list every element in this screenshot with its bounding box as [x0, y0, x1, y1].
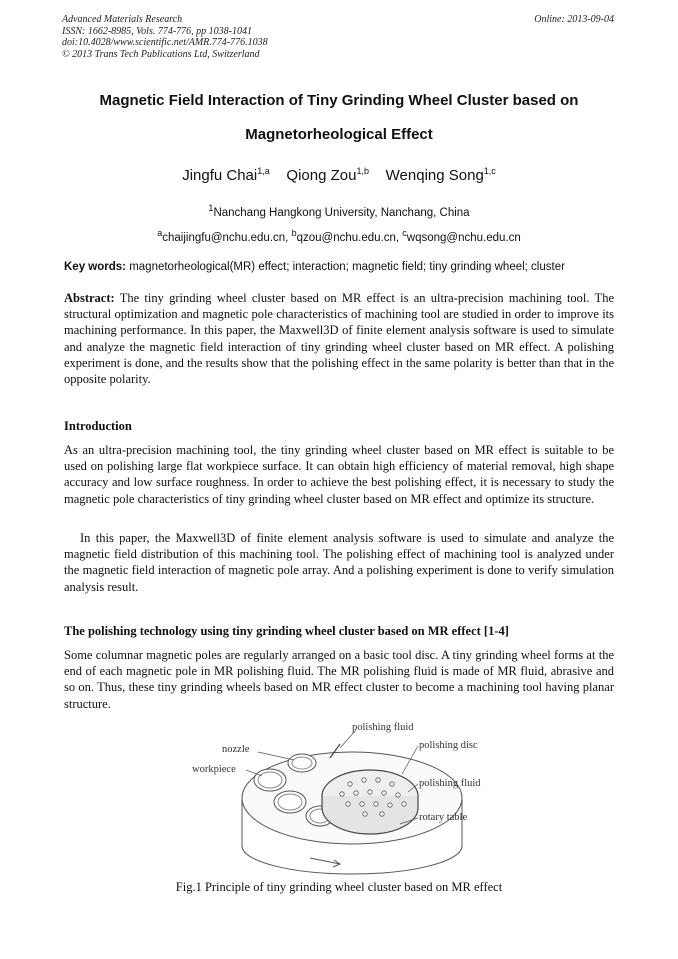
issn-line: ISSN: 1662-8985, Vols. 774-776, pp 1038-1041 [62, 25, 252, 37]
leader-line [258, 752, 294, 760]
label-polishing-fluid-top: polishing fluid [352, 722, 414, 733]
section-heading-polishing: The polishing technology using tiny grinding wheel cluster based on MR effect [1-4] [64, 624, 509, 638]
author-sup: 1,b [356, 166, 369, 176]
copyright-line: © 2013 Trans Tech Publications Ltd, Switzerland [62, 48, 260, 60]
label-rotary-table: rotary table [419, 812, 468, 823]
label-workpiece: workpiece [192, 764, 236, 775]
paper-title-line2: Magnetorheological Effect [245, 126, 433, 143]
author-list [0, 166, 678, 184]
email-link[interactable]: chaijingfu@nchu.edu.cn, [162, 231, 292, 244]
author-sup: 1,a [257, 166, 270, 176]
affiliation-text: Nanchang Hangkong University, Nanchang, China [213, 206, 470, 219]
email-link[interactable]: qzou@nchu.edu.cn, [296, 231, 403, 244]
section2-paragraph-1: Some columnar magnetic poles are regularly arranged on a basic tool disc. A tiny grinding wheel forms at the end of each magnetic pole in MR polishing fluid. The MR polishing fluid is made of MR fluid, abrasive and so on. Thus, these tiny grinding wheels based on MR effect cluster to become a machining tool having planar structure. [64, 648, 614, 711]
affiliation-sup: 1 [208, 203, 214, 213]
author-name: Wenqing Song [385, 167, 484, 184]
email-sup: b [291, 228, 297, 238]
abstract [64, 290, 614, 387]
figure-1-diagram [190, 718, 500, 878]
affiliation [0, 203, 678, 219]
abstract-label: Abstract: [64, 291, 115, 305]
keywords-label: Key words: [64, 261, 126, 273]
intro-paragraph-2: In this paper, the Maxwell3D of finite element analysis software is used to simulate and analyze the magnetic field distribution of this machining tool. The polishing effect of machining tool is analyzed under the magnetic field interaction of magnetic pole array. And a polishing experiment is done to verify simulation analysis result. [64, 531, 614, 594]
label-polishing-fluid-right: polishing fluid [419, 778, 481, 789]
figure-1-caption: Fig.1 Principle of tiny grinding wheel cluster based on MR effect [175, 880, 503, 894]
label-polishing-disc: polishing disc [419, 740, 478, 751]
journal-name: Advanced Materials Research [62, 14, 183, 25]
doi-line: doi:10.4028/www.scientific.net/AMR.774-776.1038 [62, 37, 268, 48]
online-date: Online: 2013-09-04 [534, 14, 614, 25]
email-sup: c [402, 228, 407, 238]
author-sup: 1,c [483, 166, 496, 176]
author-name: Qiong Zou [286, 167, 357, 184]
intro-paragraph-1: As an ultra-precision machining tool, the tiny grinding wheel cluster based on MR effect is suitable to be used on polishing large flat workpiece surface. It can obtain high efficiency of material removal, high shape accuracy and low surface roughness. In order to achieve the best polishing effect, it is necessary to study the magnetic pole characteristics of tiny grinding wheel cluster based on MR effect and optimize its structure. [64, 443, 614, 506]
author-name: Jingfu Chai [182, 167, 258, 184]
email-list [0, 228, 678, 244]
paper-title-line1: Magnetic Field Interaction of Tiny Grinding Wheel Cluster based on [99, 92, 579, 109]
journal-header [62, 14, 268, 60]
email-link[interactable]: wqsong@nchu.edu.cn [406, 231, 521, 244]
email-sup: a [157, 228, 163, 238]
keywords-text: magnetorheological(MR) effect; interaction; magnetic field; tiny grinding wheel; cluster [129, 261, 565, 273]
keywords [64, 261, 624, 273]
abstract-text: The tiny grinding wheel cluster based on MR effect is an ultra-precision machining tool. The structural optimization and magnetic pole characteristics of machining tool are studied in order to improve its machining performance. In this paper, the Maxwell3D of finite element analysis software is used to simulate and analyze the magnetic field interaction of tiny grinding wheel cluster based on MR effect. A polishing experiment is done, and the results show that the polishing effect in the same polarity is better than that in the opposite polarity. [64, 291, 614, 387]
section-heading-introduction: Introduction [64, 419, 132, 433]
label-nozzle: nozzle [222, 744, 250, 755]
